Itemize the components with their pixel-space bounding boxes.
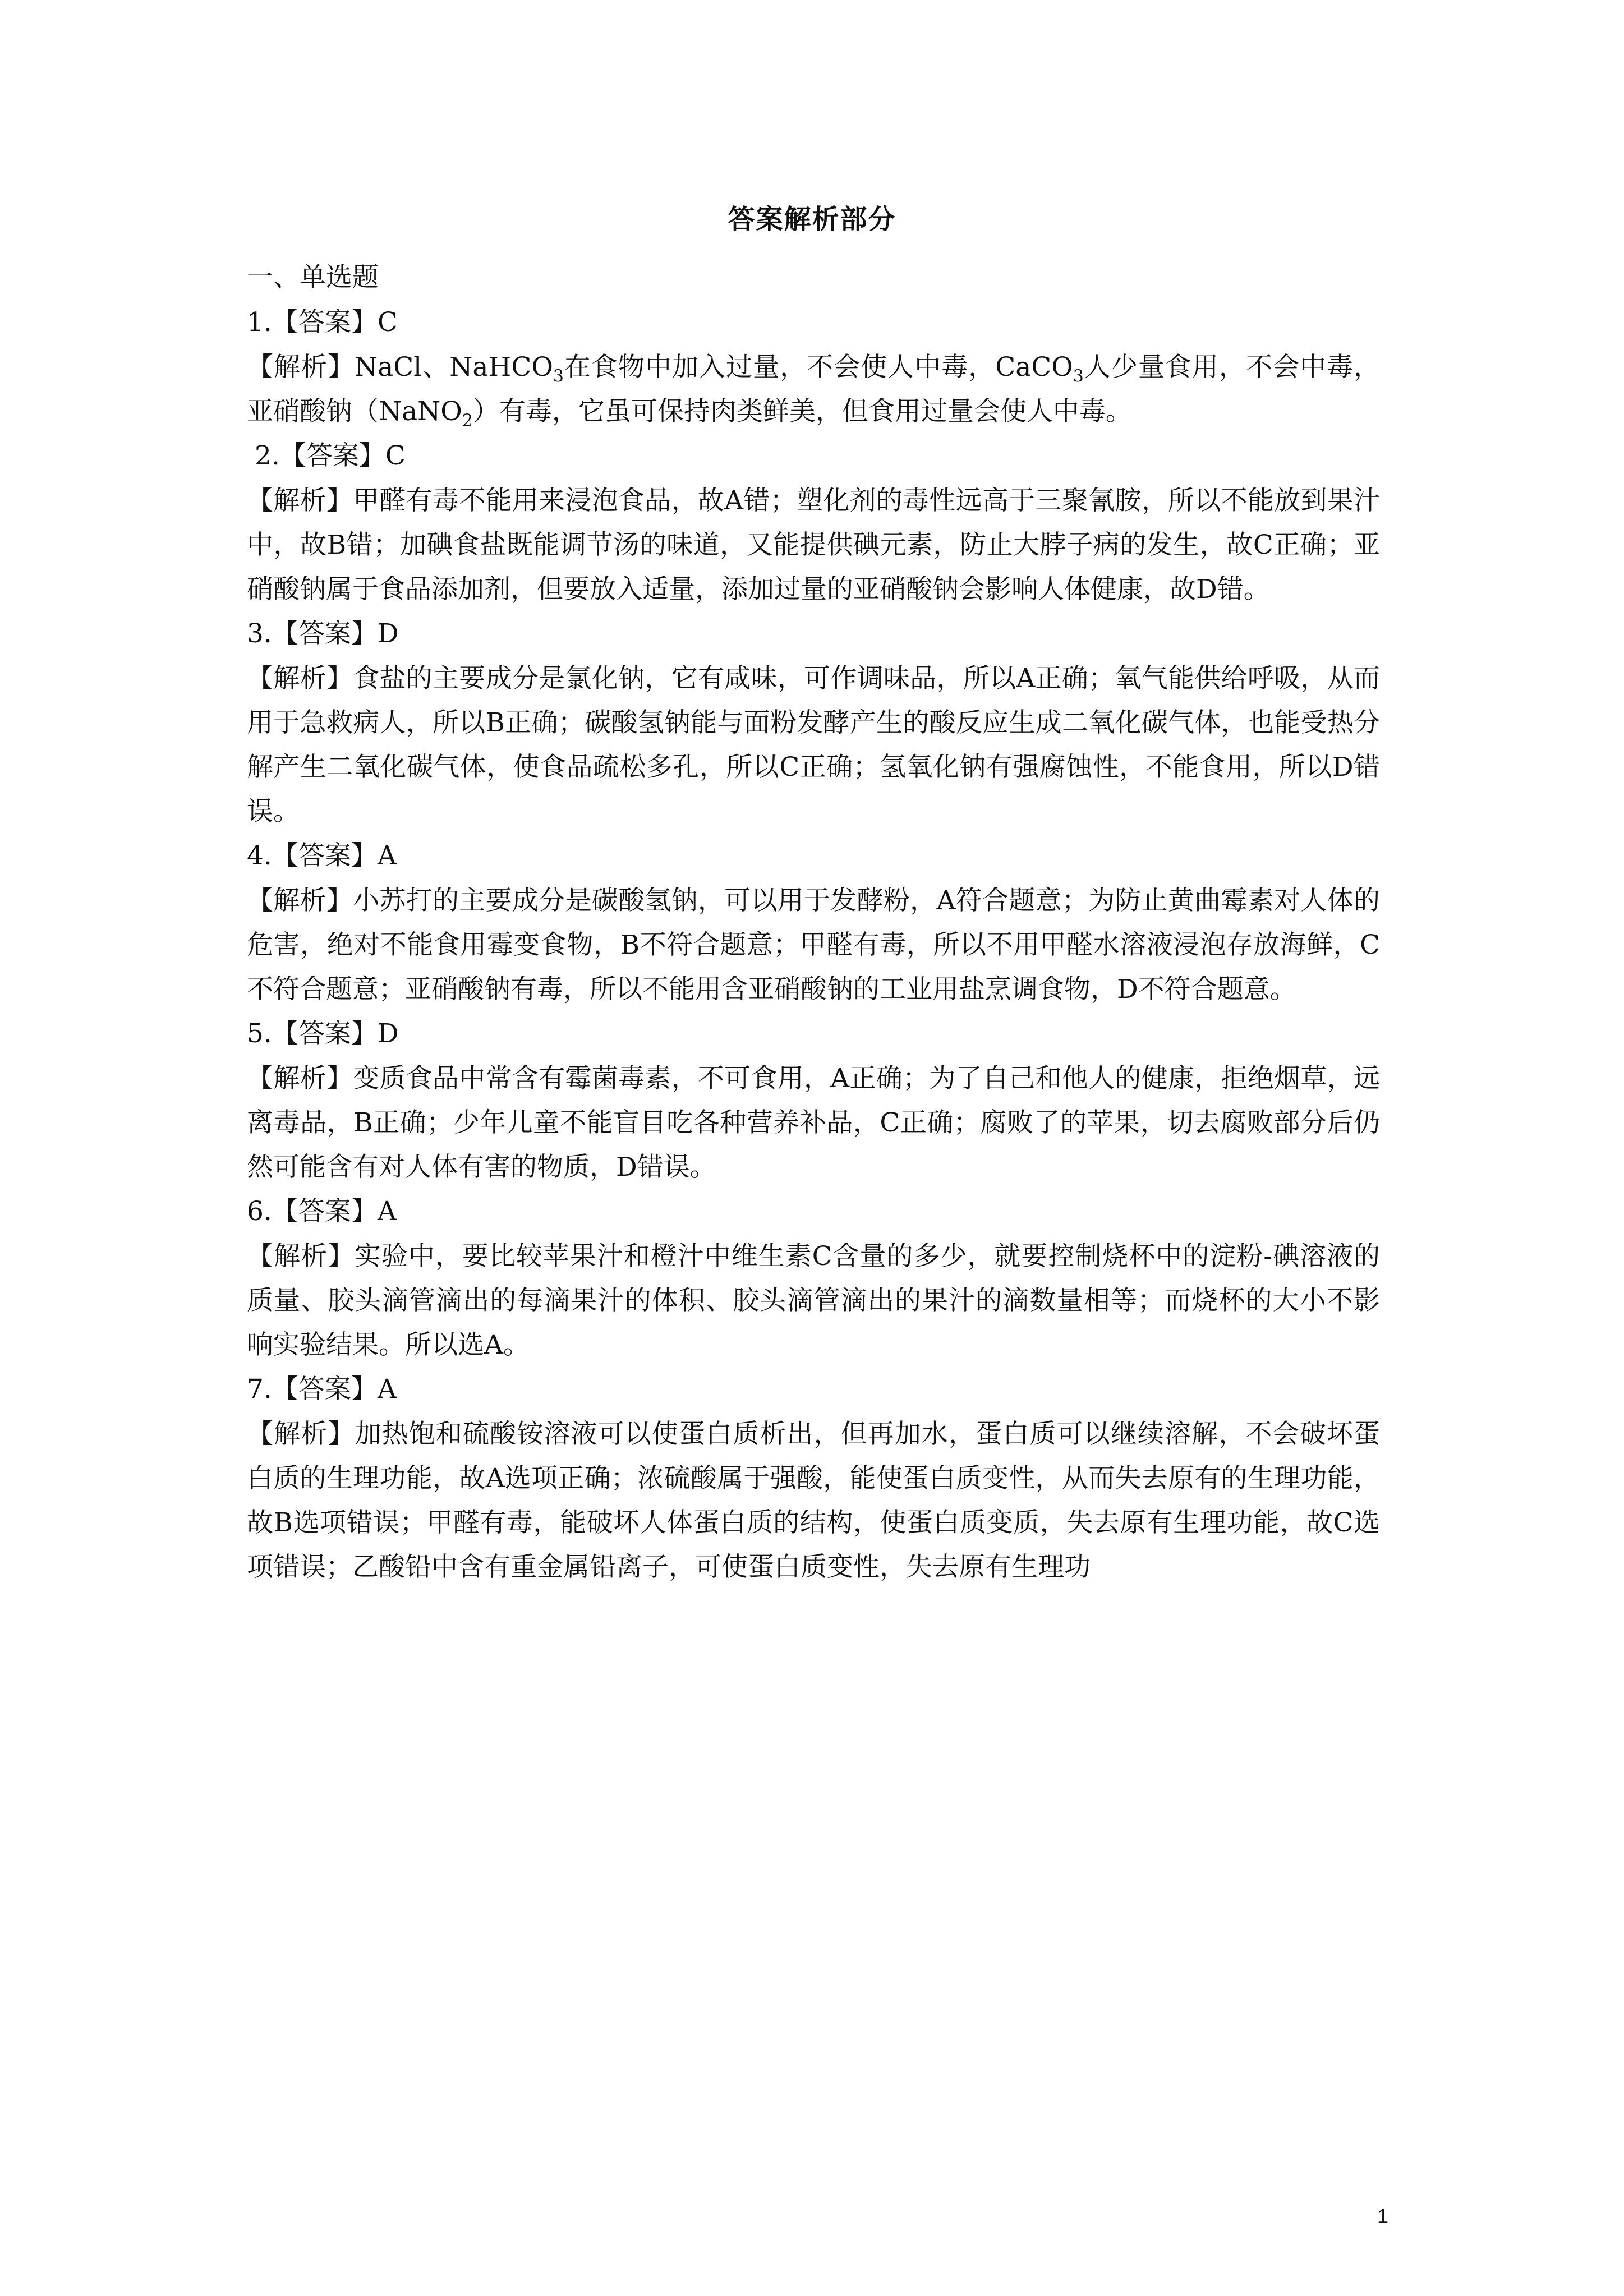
page-number: 1 (1377, 2205, 1388, 2228)
section-heading: 一、单选题 (247, 262, 379, 293)
question-item-7 (247, 1367, 1380, 1589)
analysis-text: 【解析】加热饱和硫酸铵溶液可以使蛋白质析出，但再加水，蛋白质可以继续溶解，不会破坏蛋白质的生理功能，故A选项正确；浓硫酸属于强酸，能使蛋白质变性，从而失去原有的生理功能，故B选项错误；甲醛有毒，能破坏人体蛋白质的结构，使蛋白质变质，失去原有生理功能，故C选项错误；乙酸铅中含有重金属铅离子，可使蛋白质变性，失去原有生理功 (247, 1419, 1380, 1582)
analysis-text: 【解析】甲醛有毒不能用来浸泡食品，故A错；塑化剂的毒性远高于三聚氰胺，所以不能放到果汁中，故B错；加碘食盐既能调节汤的味道，又能提供碘元素，防止大脖子病的发生，故C正确；亚硝酸钠属于食品添加剂，但要放入适量，添加过量的亚硝酸钠会影响人体健康，故D错。 (247, 485, 1380, 605)
answer-line: 3.【答案】D (247, 618, 399, 649)
answer-line: 1.【答案】C (247, 307, 398, 338)
analysis-text: 【解析】NaCl、NaHCO$_3$在食物中加入过量，不会使人中毒，CaCO$_3$人少量食用，不会中毒，亚硝酸钠（NaNO$_2$）有毒，它虽可保持肉类鲜美，但食用过量会使人中毒。 (247, 352, 1381, 431)
answer-line: 2.【答案】C (255, 440, 406, 471)
analysis-text: 【解析】变质食品中常含有霉菌毒素，不可食用，A正确；为了自己和他人的健康，拒绝烟草，远离毒品，B正确；少年儿童不能盲目吃各种营养补品，C正确；腐败了的苹果，切去腐败部分后仍然可能含有对人体有害的物质，D错误。 (247, 1063, 1380, 1182)
analysis-text: 【解析】实验中，要比较苹果汁和橙汁中维生素C含量的多少，就要控制烧杯中的淀粉-碘溶液的质量、胶头滴管滴出的每滴果汁的体积、胶头滴管滴出的果汁的滴数量相等；而烧杯的大小不影响实验结果。所以选A。 (247, 1241, 1380, 1360)
answer-line: 6.【答案】A (247, 1196, 397, 1227)
answer-line: 5.【答案】D (247, 1018, 399, 1049)
question-item-6 (247, 1189, 1380, 1367)
question-item-2 (247, 434, 1380, 611)
answer-content (247, 255, 1380, 1589)
answer-line: 7.【答案】A (247, 1374, 397, 1405)
answer-line: 4.【答案】A (247, 840, 397, 871)
analysis-text: 【解析】小苏打的主要成分是碳酸氢钠，可以用于发酵粉，A符合题意；为防止黄曲霉素对人体的危害，绝对不能食用霉变食物，B不符合题意；甲醛有毒，所以不用甲醛水溶液浸泡存放海鲜，C不符合题意；亚硝酸钠有毒，所以不能用含亚硝酸钠的工业用盐烹调食物，D不符合题意。 (247, 885, 1380, 1005)
question-item-3 (247, 611, 1380, 834)
page-title: 答案解析部分 (728, 204, 896, 235)
question-item-5 (247, 1011, 1380, 1189)
question-item-4 (247, 834, 1380, 1011)
question-item-1 (247, 300, 1380, 434)
analysis-text: 【解析】食盐的主要成分是氯化钠，它有咸味，可作调味品，所以A正确；氧气能供给呼吸，从而用于急救病人，所以B正确；碳酸氢钠能与面粉发酵产生的酸反应生成二氧化碳气体，也能受热分解产生二氧化碳气体，使食品疏松多孔，所以C正确；氢氧化钠有强腐蚀性，不能食用，所以D错误。 (247, 663, 1380, 827)
